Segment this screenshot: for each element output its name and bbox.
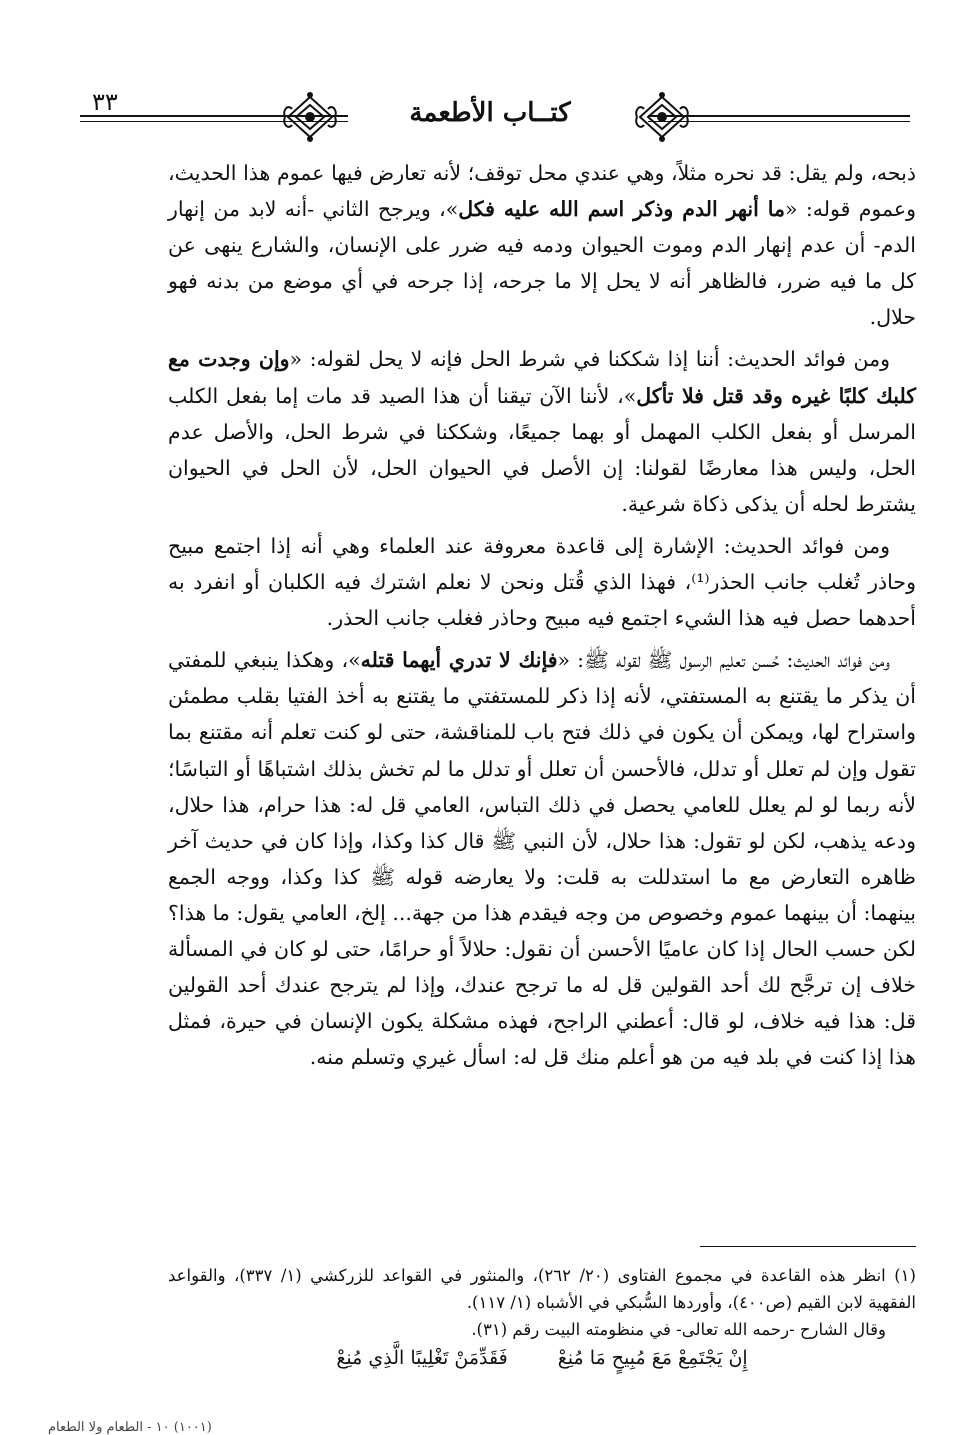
text-run: ومن فوائد الحديث: أننا إذا شككنا في شرط الحل فإنه لا يحل لقوله: « bbox=[289, 347, 890, 372]
text-run: »، وهكذا ينبغي للمفتي أن يذكر ما يقتنع به المستفتي، لأنه إذا ذكر للمستفتي ما يقتنع به أخذ الفتيا بقلب مطمئن واستراح لها، ويمكن أن يكون في ذلك فتح باب للمناقشة، حتى لو كنت تعلم أنه مقتنع بما تقول وإن لم تعلل أو تدلل، فالأحسن أن تعلل أو تدلل ما لم تخش بذلك اشتباهًا أو التباسًا؛ لأنه ربما لو لم يعلل للعامي يحصل في ذلك التباس، العامي قل له: هذا حرام، هذا حلال، ودعه يذهب، لكن لو تقول: هذا حلال، لأن النبي ﷺ قال كذا وكذا، وإذا كان في حديث آخر ظاهره التعارض مع ما استدللت به قلت: ولا يعارضه قوله ﷺ كذا وكذا، ووجه الجمع بينهما: أن بينهما عموم وخصوص من وجه فيقدم هذا من جهة... إلخ، العامي يقول: ما هذا؟ لكن حسب الحال إذا كان عاميًا الأحسن أن نقول: حلالاً أو حرامًا، حتى لو كان في المسألة خلاف إن ترجَّح لك أحد القولين قل له ما ترجح عندك، وإذا لم يترجح عندك أحد القولين قل: هذا فيه خلاف، لو قال: أعطني الراجح، فهذه مشكلة يكون الإنسان في حيرة، فمثل هذا إذا كنت في بلد فيه من هو أعلم منك قل له: اسأل غيري وتسلم منه. bbox=[168, 648, 916, 1070]
ornament-left-icon bbox=[280, 92, 340, 142]
text-run: »، ويرجح الثاني -أنه لابد من إنهار الدم- أن عدم إنهار الدم وموت الحيوان ودمه فيه ضرر على الإنسان، والشارع ينهى عن كل ما فيه ضرر، فالظاهر أنه لا يحل إلا ما جرحه، إذا جرحه في أي موضع من بدنه فهو حلال. bbox=[168, 197, 916, 330]
text-run: ومن فوائد الحديث: حُسن تعليم الرسول ﷺ لقوله ﷺ: « bbox=[557, 648, 891, 673]
hadith-quote: فإنك لا تدري أيهما قتله bbox=[360, 648, 558, 673]
paragraph bbox=[168, 642, 916, 1075]
footnotes bbox=[168, 1262, 916, 1372]
verse-hemistich-right: إِنْ يَجْتَمِعْ مَعَ مُبِيحٍ مَا مُنِعْ bbox=[557, 1347, 748, 1369]
verse-hemistich-left: فَقَدِّمَنْ تَغْلِيبًا الَّذِي مُنِعْ bbox=[336, 1347, 508, 1369]
footnote-divider bbox=[700, 1246, 916, 1247]
text-run: »، لأننا الآن تيقنا أن هذا الصيد قد مات إما بفعل الكلب المرسل أو بفعل الكلب المهمل أو بهما جميعًا، وشككنا في شرط الحل، والأصل عدم الحل، وليس هذا معارضًا لقولنا: إن الأصل في الحيوان الحل، لأن الحل في الحيوان يشترط لحله أن يذكى ذكاة شرعية. bbox=[168, 383, 916, 516]
text-run: ذبحه، ولم يقل: قد نحره مثلاً، وهي عندي محل توقف؛ لأنه تعارض فيها عموم هذا الحديث، وعموم قوله: « bbox=[168, 161, 916, 222]
page-number: ٣٣ bbox=[92, 88, 118, 116]
paragraph bbox=[168, 155, 916, 335]
paragraph: ومن فوائد الحديث: الإشارة إلى قاعدة معروفة عند العلماء وهي أنه إذا اجتمع مبيح وحاذر تُغلب جانب الحذر⁽¹⁾، فهذا الذي قُتل ونحن لا نعلم اشترك فيه الكلبان أو انفرد به أحدهما حصل فيه هذا الشيء اجتمع فيه مبيح وحاذر فغلب جانب الحذر. bbox=[168, 533, 916, 631]
footnote-note: وقال الشارح -رحمه الله تعالى- في منظومته البيت رقم (٣١). bbox=[471, 1320, 886, 1339]
chapter-title: كتــاب الأطعمة bbox=[409, 98, 571, 128]
cut-off-text: (١٠٠١) ١٠ - الطعام ولا الطعام bbox=[48, 1420, 212, 1435]
hadith-quote: ما أنهر الدم وذكر اسم الله عليه فكل bbox=[458, 197, 785, 222]
paragraph bbox=[168, 341, 916, 521]
footnote: (١) انظر هذه القاعدة في مجموع الفتاوى (٢٠/ ٢٦٢)، والمنثور في القواعد للزركشي (١/ ٣٣٧)، والقواعد الفقهية لابن القيم (ص٤٠٠)، وأوردها السُّبكي في الأشباه (١/ ١١٧). bbox=[168, 1266, 916, 1312]
ornament-right-icon bbox=[632, 92, 692, 142]
page-header bbox=[70, 82, 910, 144]
hadith-quote: وإن وجدت مع كلبك كلبًا غيره وقد قتل فلا تأكل bbox=[168, 347, 916, 408]
poem-verse bbox=[168, 1345, 916, 1372]
main-text bbox=[168, 155, 916, 1081]
